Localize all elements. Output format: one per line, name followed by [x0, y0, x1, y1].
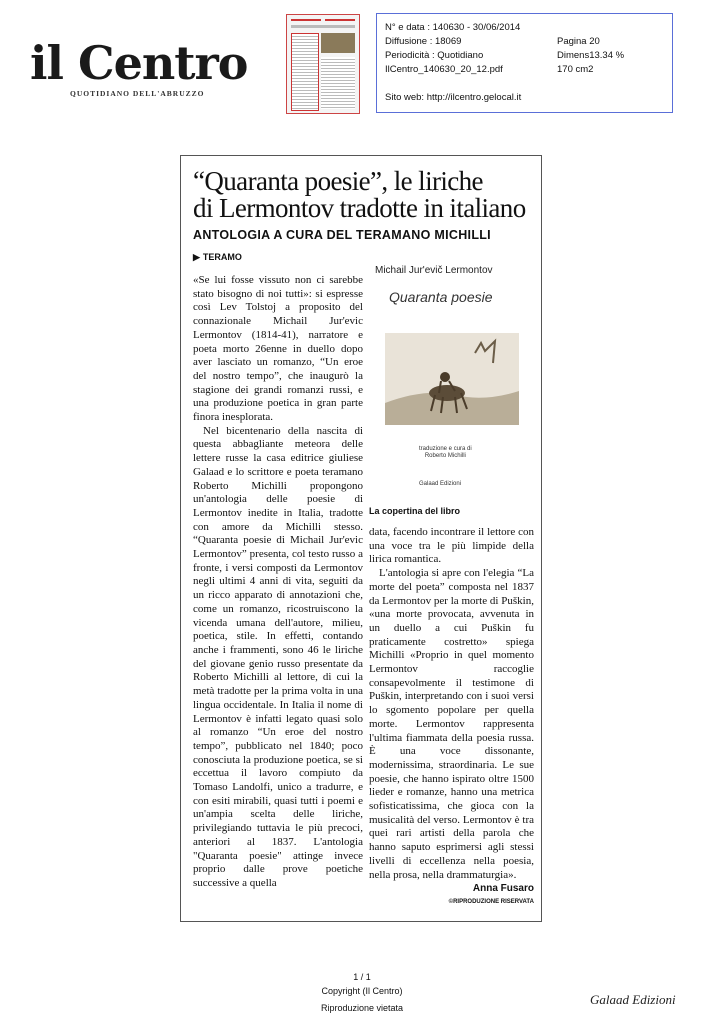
paragraph-4: L'antologia si apre con l'elegia “La morte del poeta” composta nel 1837 da Lermontov per la morte di Puškin, «una morte provocata, avvenuta in un duello a cui Puškin fu praticamente costretto» spiega Michilli «Proprio in quel momento Lermontov raccoglie consapevolmente il testimone di Puškin, interpretando con i suoi versi lo sgomento popolare per quella morte. Lermontov rappresenta l'ultima fiammata della poesia russa. È una voce dissonante, modernissima, straordinaria. Le sue poesie, che hanno ispirato oltre 1500 lieder e romanze, hanno una metrica sofisticatissima, che gioca con la musicalità del verso. Lermontov è tra quei rari artisti della parola che hanno saputo esprimersi agli stessi livelli di eccellenza nella poesia, nella prosa, nella drammaturgia».: [369, 567, 534, 881]
client-brand: Galaad Edizioni: [590, 992, 676, 1007]
translator-label: traduzione e cura di: [419, 446, 472, 452]
headline-line-1: “Quaranta poesie”, le liriche: [193, 166, 483, 196]
logo-tagline: QUOTIDIANO DELL'ABRUZZO: [70, 89, 205, 98]
website: Sito web: http://ilcentro.gelocal.it: [385, 92, 522, 103]
image-caption: La copertina del libro: [369, 506, 461, 516]
clip-area: 170 cm2: [557, 64, 594, 75]
dimension-percent: Dimens13.34 %: [557, 50, 625, 61]
article-clipping: [180, 155, 542, 922]
pdf-filename: IlCentro_140630_20_12.pdf: [385, 64, 503, 75]
book-publisher: Galaad Edizioni: [419, 481, 462, 487]
cover-illustration: [385, 333, 519, 425]
rights-notice: ©RIPRODUZIONE RISERVATA: [448, 898, 534, 905]
book-translator: [419, 446, 472, 460]
article-column-2: [369, 526, 534, 910]
logo-wordmark: il Centro: [30, 36, 248, 90]
dateline: [193, 252, 242, 263]
headline: [193, 168, 533, 222]
book-author: Michail Jur'evič Lermontov: [375, 265, 493, 276]
book-title: Quaranta poesie: [389, 289, 493, 305]
press-info-box: [376, 13, 673, 113]
reproduction-notice: Riproduzione vietata: [320, 1003, 404, 1013]
page-thumbnail: [286, 14, 360, 114]
periodicity: Periodicità : Quotidiano: [385, 50, 484, 61]
newspaper-logo: [30, 36, 255, 100]
paragraph-1: «Se lui fosse vissuto non ci sarebbe stato bisogno di noi tutti»: si espresse così Lev Tolstoj a proposito del connazionale Michail Jur'evic Lermontov (1814-41), narratore e poeta morto 26enne in duello dopo aver lasciato un romanzo, “Un eroe del nostro tempo”, che inaugurò la stagione dei grandi romanzi russi, e una produzione poetica in gran parte finora inesplorata.: [193, 274, 363, 424]
subheadline: ANTOLOGIA A CURA DEL TERAMANO MICHILLI: [193, 228, 491, 242]
issue-number-date: N° e data : 140630 - 30/06/2014: [385, 22, 521, 33]
circulation: Diffusione : 18069: [385, 36, 462, 47]
headline-line-2: di Lermontov tradotte in italiano: [193, 193, 526, 223]
copyright-notice: Copyright (Il Centro): [321, 986, 403, 996]
book-cover-image: [369, 261, 534, 496]
page-number: Pagina 20: [557, 36, 600, 47]
paragraph-3: data, facendo incontrare il lettore con una voce tra le più limpide della lirica romantica.: [369, 526, 534, 566]
page-counter: 1 / 1: [353, 972, 371, 982]
dateline-place: TERAMO: [202, 252, 242, 262]
article-column-1: [193, 274, 363, 891]
paragraph-2: Nel bicentenario della nascita di questa abbagliante meteora delle lettere russe la casa editrice giuliese Galaad e lo scrittore e poeta teramano Roberto Michilli propongono un'antologia delle poesie di Lermontov inedite in Italia, tradotte con amore da Michilli stesso. “Quaranta poesie di Michail Jur'evic Lermontov” presenta, col testo russo a fronte, i versi composti da Lermontov negli ultimi 4 anni di vita, seguiti da un ricco apparato di annotazioni che, come un romanzo, ricostruiscono la vicenda umana dell'autore, milieu, poetica, stile. In effetti, contando anche i frammenti, sono 46 le liriche del giovane genio russo presentate da Roberto Michilli al lettore, di cui la metà tradotte per la prima volta in una lingua occidentale. In Italia il nome di Lermontov è infatti legato quasi solo al romanzo “Un eroe del nostro tempo”, pubblicato nel 1840; poco conosciuta la produzione poetica, se si eccettua il lavoro compiuto da Tomaso Landolfi, unico a tradurre, e con esiti mirabili, quasi tutti i poemi e un'ampia scelta delle liriche, privilegiando tuttavia le più precoci, anteriori al 1837. L'antologia "Quaranta poesie" attinge invece proprio dalle prove poetiche successive a quella: [193, 424, 363, 889]
dateline-marker-icon: ▶: [193, 252, 200, 262]
author-signature: Anna Fusaro: [472, 883, 534, 895]
translator-name: Roberto Michilli: [424, 453, 466, 459]
